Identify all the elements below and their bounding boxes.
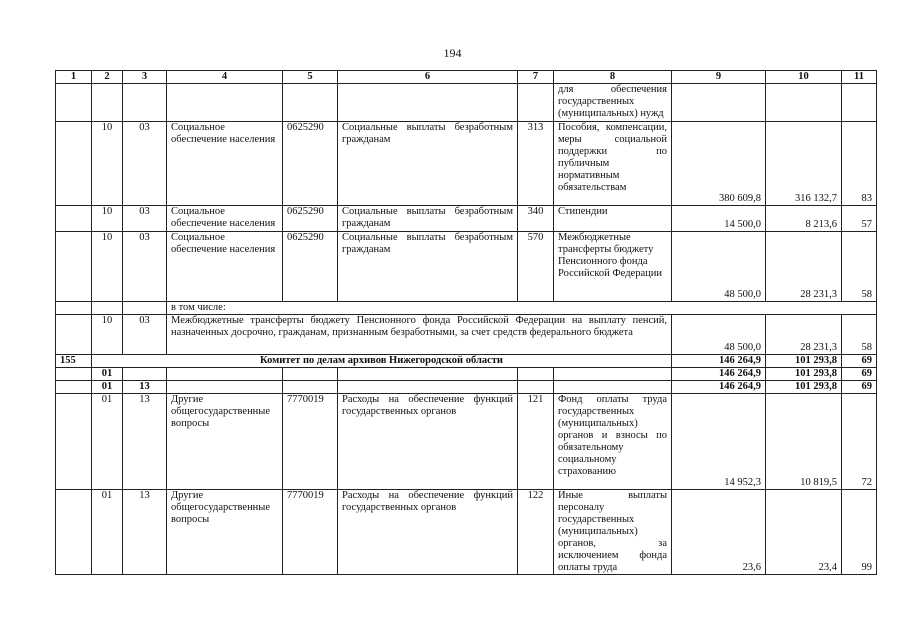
cell-c8: для обеспечения государственных (муниципальных) нужд (554, 84, 672, 122)
cell-c9: 146 264,9 (672, 381, 766, 394)
cell-c1 (56, 394, 92, 490)
header-cell: 3 (123, 71, 167, 84)
cell-c11: 69 (842, 368, 877, 381)
cell-c11: 72 (842, 394, 877, 490)
table-row (56, 206, 877, 232)
cell-c6: Расходы на обеспечение функций государственных органов (338, 490, 518, 575)
header-cell: 9 (672, 71, 766, 84)
cell-c10: 10 819,5 (766, 394, 842, 490)
cell-c6: Социальные выплаты безработным гражданам (338, 232, 518, 302)
cell-c1 (56, 206, 92, 232)
cell-c6: Социальные выплаты безработным гражданам (338, 206, 518, 232)
cell-c2 (92, 84, 123, 122)
cell-c1 (56, 84, 92, 122)
cell-c5 (283, 84, 338, 122)
cell-c5: 0625290 (283, 122, 338, 206)
cell-c11: 83 (842, 122, 877, 206)
budget-table (55, 70, 877, 575)
cell-c3: 13 (123, 394, 167, 490)
cell-c10: 28 231,3 (766, 315, 842, 355)
cell-c10: 101 293,8 (766, 355, 842, 368)
header-cell: 11 (842, 71, 877, 84)
cell-c2: 10 (92, 315, 123, 355)
cell-c8 (554, 381, 672, 394)
transfer-description: Межбюджетные трансферты бюджету Пенсионного фонда Российской Федерации на выплату пенсий, назначенных досрочно, гражданам, признанным безработными, за счет средств федерального бюджета (167, 315, 672, 355)
cell-c11: 58 (842, 232, 877, 302)
cell-c2: 01 (92, 381, 123, 394)
section-row (56, 368, 877, 381)
table-row (56, 302, 877, 315)
cell-c10: 101 293,8 (766, 368, 842, 381)
header-cell: 1 (56, 71, 92, 84)
header-cell: 6 (338, 71, 518, 84)
page-number: 194 (443, 46, 462, 60)
cell-c7: 313 (518, 122, 554, 206)
cell-c4: Другие общегосударственные вопросы (167, 490, 283, 575)
cell-c3: 03 (123, 122, 167, 206)
cell-c6 (338, 381, 518, 394)
cell-c2: 01 (92, 490, 123, 575)
cell-c8: Иные выплаты персоналу государственных (муниципальных) органов, за исключением фонда оплаты труда (554, 490, 672, 575)
cell-c11: 57 (842, 206, 877, 232)
cell-c5: 7770019 (283, 394, 338, 490)
cell-c4: Социальное обеспечение населения (167, 122, 283, 206)
department-row (56, 355, 877, 368)
cell-c8: Межбюджетные трансферты бюджету Пенсионного фонда Российской Федерации (554, 232, 672, 302)
cell-c2 (92, 302, 123, 315)
cell-c10: 23,4 (766, 490, 842, 575)
cell-c10: 8 213,6 (766, 206, 842, 232)
cell-c9: 48 500,0 (672, 232, 766, 302)
cell-c2: 01 (92, 368, 123, 381)
cell-c10: 101 293,8 (766, 381, 842, 394)
cell-c1 (56, 232, 92, 302)
cell-c7 (518, 368, 554, 381)
header-cell: 8 (554, 71, 672, 84)
cell-c6 (338, 368, 518, 381)
table-row (56, 490, 877, 575)
cell-c11: 69 (842, 381, 877, 394)
cell-c4: Социальное обеспечение населения (167, 206, 283, 232)
cell-c1 (56, 315, 92, 355)
cell-c9: 14 952,3 (672, 394, 766, 490)
cell-c2: 10 (92, 232, 123, 302)
cell-c3: 03 (123, 232, 167, 302)
cell-c10: 28 231,3 (766, 232, 842, 302)
cell-c9 (672, 84, 766, 122)
cell-c5 (283, 368, 338, 381)
cell-c11: 58 (842, 315, 877, 355)
header-row (56, 71, 877, 84)
cell-c3: 03 (123, 206, 167, 232)
cell-c3: 13 (123, 381, 167, 394)
cell-c3: 13 (123, 490, 167, 575)
cell-c9: 14 500,0 (672, 206, 766, 232)
cell-c3 (123, 368, 167, 381)
cell-c2: 10 (92, 122, 123, 206)
cell-c5: 7770019 (283, 490, 338, 575)
cell-c9: 380 609,8 (672, 122, 766, 206)
cell-c11: 69 (842, 355, 877, 368)
cell-c7: 340 (518, 206, 554, 232)
department-code: 155 (56, 355, 92, 368)
cell-c5: 0625290 (283, 206, 338, 232)
cell-c9: 23,6 (672, 490, 766, 575)
cell-c1 (56, 381, 92, 394)
table-row (56, 122, 877, 206)
cell-c2: 01 (92, 394, 123, 490)
cell-c8: Фонд оплаты труда государственных (муниципальных) органов и взносы по обязательному социальному страхованию (554, 394, 672, 490)
cell-c4: Другие общегосударственные вопросы (167, 394, 283, 490)
cell-c3: 03 (123, 315, 167, 355)
table-row (56, 232, 877, 302)
cell-c8 (554, 368, 672, 381)
header-cell: 10 (766, 71, 842, 84)
cell-c7: 570 (518, 232, 554, 302)
cell-c11 (842, 84, 877, 122)
cell-c3 (123, 84, 167, 122)
cell-c7 (518, 84, 554, 122)
cell-c3 (123, 302, 167, 315)
table-row (56, 84, 877, 122)
cell-c4 (167, 381, 283, 394)
cell-c11: 99 (842, 490, 877, 575)
cell-c1 (56, 122, 92, 206)
cell-c6: Социальные выплаты безработным гражданам (338, 122, 518, 206)
cell-c1 (56, 490, 92, 575)
cell-c4 (167, 84, 283, 122)
cell-c5 (283, 381, 338, 394)
cell-c9: 146 264,9 (672, 368, 766, 381)
cell-c10 (766, 84, 842, 122)
cell-c4 (167, 368, 283, 381)
cell-c6 (338, 84, 518, 122)
header-cell: 7 (518, 71, 554, 84)
department-name: Комитет по делам архивов Нижегородской области (92, 355, 672, 368)
cell-c4: Социальное обеспечение населения (167, 232, 283, 302)
table-row (56, 394, 877, 490)
cell-c7: 122 (518, 490, 554, 575)
cell-c9: 146 264,9 (672, 355, 766, 368)
cell-c6: Расходы на обеспечение функций государственных органов (338, 394, 518, 490)
cell-c5: 0625290 (283, 232, 338, 302)
cell-c7: 121 (518, 394, 554, 490)
cell-c9: 48 500,0 (672, 315, 766, 355)
subheading: в том числе: (167, 302, 877, 315)
header-cell: 4 (167, 71, 283, 84)
cell-c8: Пособия, компенсации, меры социальной поддержки по публичным нормативным обязательствам (554, 122, 672, 206)
cell-c1 (56, 302, 92, 315)
subsection-row (56, 381, 877, 394)
header-cell: 2 (92, 71, 123, 84)
table-row (56, 315, 877, 355)
cell-c1 (56, 368, 92, 381)
cell-c10: 316 132,7 (766, 122, 842, 206)
cell-c2: 10 (92, 206, 123, 232)
header-cell: 5 (283, 71, 338, 84)
cell-c8: Стипендии (554, 206, 672, 232)
cell-c7 (518, 381, 554, 394)
